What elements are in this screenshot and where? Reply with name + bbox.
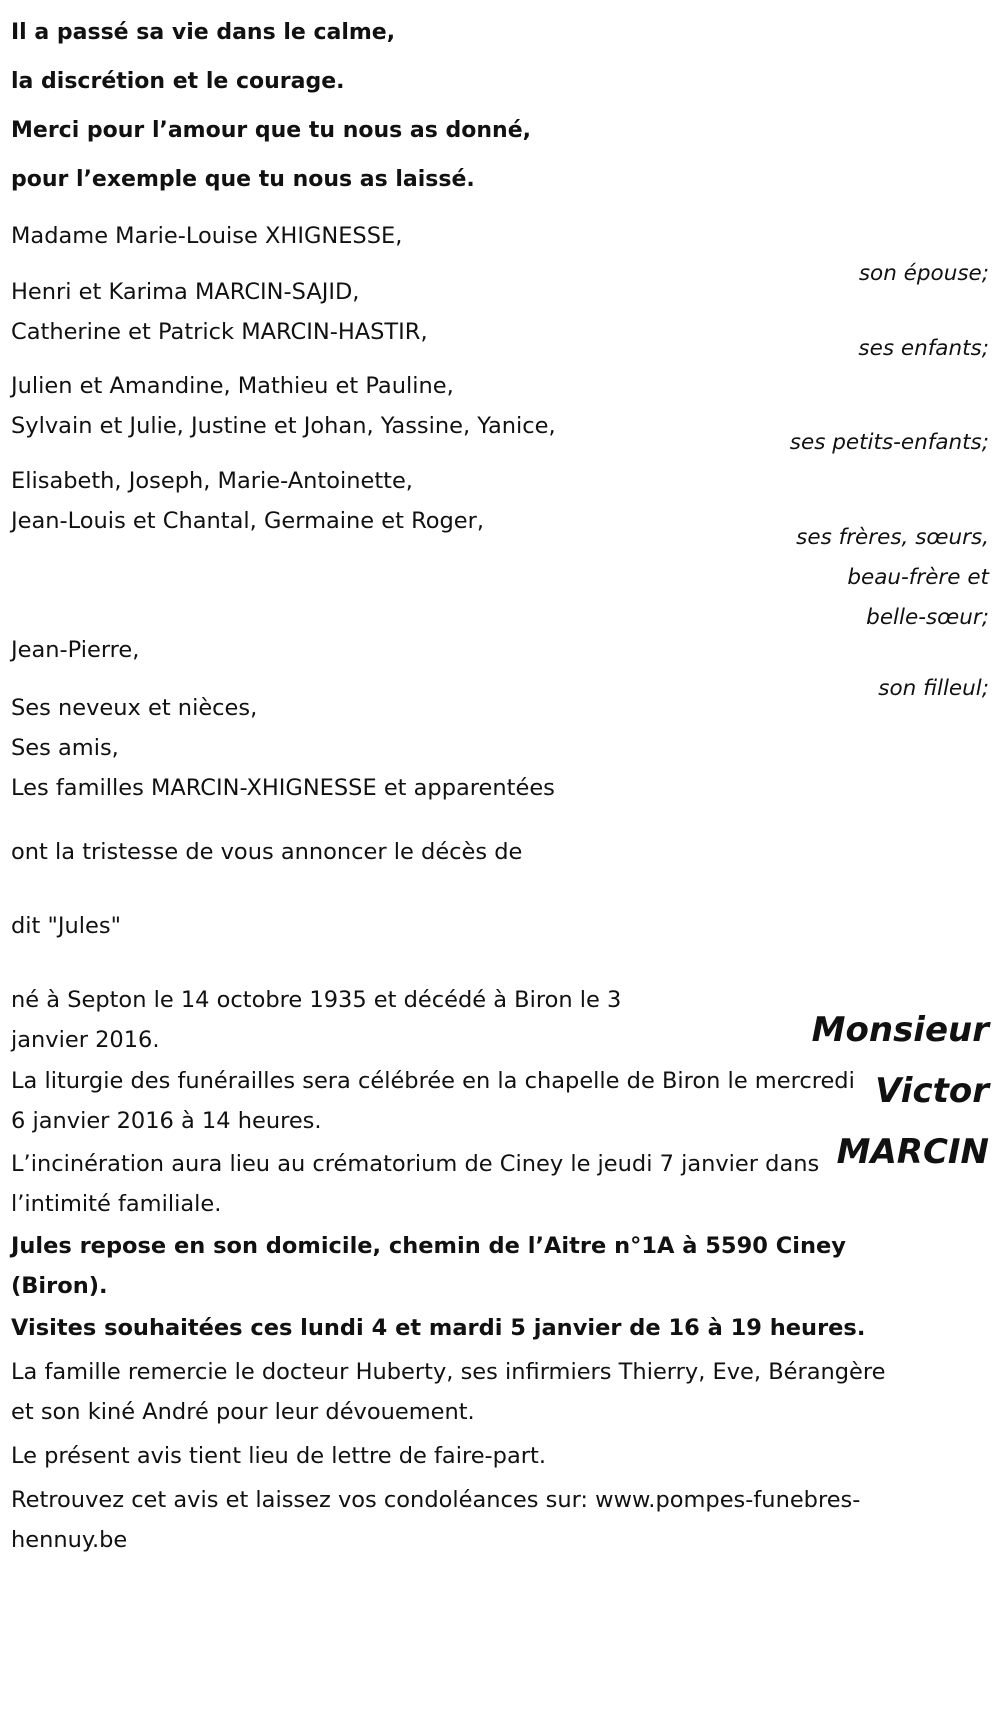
relation-line: son filleul; xyxy=(878,676,989,701)
family-names xyxy=(11,272,428,352)
relation-line: belle-sœur; xyxy=(866,605,989,630)
family-name-line: Elisabeth, Joseph, Marie-Antoinette, xyxy=(11,468,413,494)
family-names xyxy=(11,216,402,256)
family-name-line: Madame Marie-Louise XHIGNESSE, xyxy=(11,223,403,249)
epitaph-line: pour l’exemple que tu nous as laissé. xyxy=(11,167,475,192)
family-names xyxy=(11,461,484,541)
family-name-line: Les familles MARCIN-XHIGNESSE et apparentées xyxy=(11,775,555,801)
family-names xyxy=(11,630,139,670)
family-relation xyxy=(878,669,989,709)
deceased-first-name: Victor xyxy=(875,1071,989,1111)
family-relation xyxy=(858,329,989,369)
family-name-line: Henri et Karima MARCIN-SAJID, xyxy=(11,279,360,305)
family-name-line: Catherine et Patrick MARCIN-HASTIR, xyxy=(11,319,428,345)
birth-death-dates: né à Septon le 14 octobre 1935 et décédé à Biron le 3 janvier 2016. xyxy=(11,987,622,1053)
family-relation xyxy=(790,423,989,463)
epitaph-line: la discrétion et le courage. xyxy=(11,69,345,94)
relation-line: ses petits-enfants; xyxy=(789,430,989,455)
funeral-liturgy: La liturgie des funérailles sera célébrée en la chapelle de Biron le mercredi 6 janvier 2016 à 14 heures. xyxy=(11,1068,855,1134)
condolences-link: Retrouvez cet avis et laissez vos condoléances sur: www.pompes-funebres-hennuy.be xyxy=(11,1487,861,1553)
visiting-hours: Visites souhaitées ces lundi 4 et mardi 5 janvier de 16 à 19 heures. xyxy=(11,1315,866,1341)
cremation-info: L’incinération aura lieu au crématorium de Ciney le jeudi 7 janvier dans l’intimité familiale. xyxy=(11,1151,820,1217)
family-name-line: Ses neveux et nièces, xyxy=(11,695,258,721)
epitaph-line: Il a passé sa vie dans le calme, xyxy=(11,20,396,45)
notice-statement: Le présent avis tient lieu de lettre de faire-part. xyxy=(11,1443,546,1469)
relation-line: ses frères, sœurs, xyxy=(796,525,989,550)
family-name-line: Ses amis, xyxy=(11,735,119,761)
family-names xyxy=(11,366,556,446)
family-name-line: Sylvain et Julie, Justine et Johan, Yassine, Yanice, xyxy=(11,413,556,439)
acknowledgements: La famille remercie le docteur Huberty, ses infirmiers Thierry, Eve, Bérangère et son kiné André pour leur dévouement. xyxy=(11,1359,886,1425)
deceased-title: Monsieur xyxy=(811,1010,989,1050)
epitaph xyxy=(11,8,531,204)
announcement: ont la tristesse de vous annoncer le décès de xyxy=(11,839,523,865)
relation-line: beau-frère et xyxy=(847,565,989,590)
nickname: dit "Jules" xyxy=(11,913,121,939)
viewing-location: Jules repose en son domicile, chemin de l’Aitre n°1A à 5590 Ciney (Biron). xyxy=(11,1233,846,1299)
family-name-line: Jean-Louis et Chantal, Germaine et Roger, xyxy=(11,508,485,534)
epitaph-line: Merci pour l’amour que tu nous as donné, xyxy=(11,118,531,143)
family-name-line: Jean-Pierre, xyxy=(11,637,140,663)
relation-line: ses enfants; xyxy=(858,336,989,361)
relation-line: son épouse; xyxy=(858,261,989,286)
family-names xyxy=(11,688,555,808)
family-relation xyxy=(859,254,989,294)
family-name-line: Julien et Amandine, Mathieu et Pauline, xyxy=(11,373,454,399)
family-relation xyxy=(796,518,989,638)
deceased-last-name: MARCIN xyxy=(836,1132,989,1172)
